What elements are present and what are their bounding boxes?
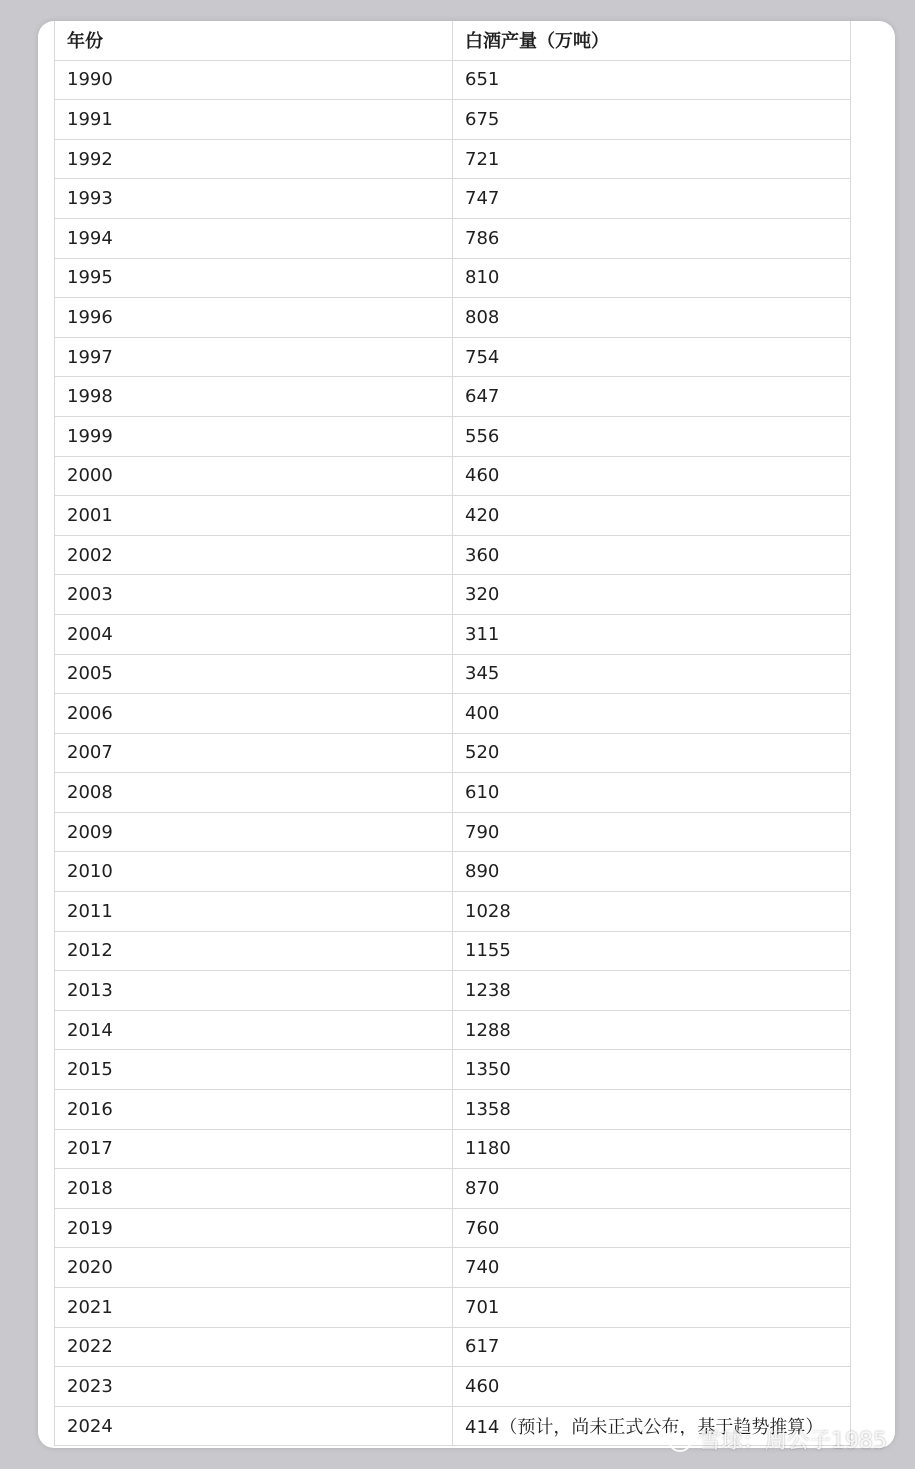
cell-production: 1350 <box>453 1050 851 1090</box>
cell-production: 460 <box>453 456 851 496</box>
cell-production: 675 <box>453 100 851 140</box>
cell-year: 2009 <box>55 812 453 852</box>
cell-year: 2022 <box>55 1327 453 1367</box>
table-row <box>55 258 851 298</box>
cell-year: 2013 <box>55 971 453 1011</box>
cell-year: 2011 <box>55 892 453 932</box>
cell-production: 721 <box>453 139 851 179</box>
cell-year: 2017 <box>55 1129 453 1169</box>
cell-year: 2007 <box>55 733 453 773</box>
cell-production: 610 <box>453 773 851 813</box>
table-row <box>55 1050 851 1090</box>
table-row <box>55 416 851 456</box>
cell-year: 1994 <box>55 218 453 258</box>
cell-year: 1999 <box>55 416 453 456</box>
cell-production: 754 <box>453 337 851 377</box>
cell-year: 1990 <box>55 60 453 100</box>
cell-production: 617 <box>453 1327 851 1367</box>
cell-production: 1288 <box>453 1010 851 1050</box>
table-row <box>55 218 851 258</box>
table-row <box>55 1090 851 1130</box>
table-header-row <box>55 21 851 60</box>
table-row <box>55 496 851 536</box>
cell-year: 2021 <box>55 1288 453 1328</box>
table-row <box>55 456 851 496</box>
table-row <box>55 1208 851 1248</box>
cell-year: 1997 <box>55 337 453 377</box>
table-row <box>55 812 851 852</box>
table-row <box>55 694 851 734</box>
cell-production: 790 <box>453 812 851 852</box>
table-row <box>55 1169 851 1209</box>
table-row <box>55 1288 851 1328</box>
cell-production: 414（预计，尚未正式公布，基于趋势推算） <box>453 1406 851 1446</box>
cell-production: 808 <box>453 298 851 338</box>
cell-year: 2001 <box>55 496 453 536</box>
cell-production: 870 <box>453 1169 851 1209</box>
cell-production: 1358 <box>453 1090 851 1130</box>
table-row <box>55 575 851 615</box>
table-row <box>55 971 851 1011</box>
cell-production: 760 <box>453 1208 851 1248</box>
table-body <box>55 60 851 1446</box>
table-row <box>55 139 851 179</box>
table-row <box>55 1367 851 1407</box>
table-row <box>55 1129 851 1169</box>
cell-year: 2012 <box>55 931 453 971</box>
cell-production: 311 <box>453 614 851 654</box>
watermark-text: 雪球：周公子1985 <box>699 1429 887 1454</box>
cell-production: 1155 <box>453 931 851 971</box>
cell-year: 2018 <box>55 1169 453 1209</box>
table-row <box>55 337 851 377</box>
cell-year: 2014 <box>55 1010 453 1050</box>
cell-production: 786 <box>453 218 851 258</box>
table-row <box>55 614 851 654</box>
table-row <box>55 1406 851 1446</box>
table-row <box>55 733 851 773</box>
table-row <box>55 654 851 694</box>
cell-year: 1995 <box>55 258 453 298</box>
cell-year: 2006 <box>55 694 453 734</box>
table-row <box>55 892 851 932</box>
table-row <box>55 1010 851 1050</box>
cell-year: 2002 <box>55 535 453 575</box>
cell-production: 1180 <box>453 1129 851 1169</box>
cell-year: 2005 <box>55 654 453 694</box>
cell-year: 1996 <box>55 298 453 338</box>
cell-production: 647 <box>453 377 851 417</box>
table-row <box>55 1248 851 1288</box>
cell-production: 890 <box>453 852 851 892</box>
table-row <box>55 377 851 417</box>
table-card <box>38 21 895 1448</box>
cell-production: 400 <box>453 694 851 734</box>
cell-production: 740 <box>453 1248 851 1288</box>
cell-year: 2023 <box>55 1367 453 1407</box>
cell-production: 360 <box>453 535 851 575</box>
table-row <box>55 852 851 892</box>
cell-production: 420 <box>453 496 851 536</box>
cell-production: 320 <box>453 575 851 615</box>
cell-year: 2010 <box>55 852 453 892</box>
cell-year: 2020 <box>55 1248 453 1288</box>
cell-production: 1238 <box>453 971 851 1011</box>
cell-year: 1993 <box>55 179 453 219</box>
cell-year: 2019 <box>55 1208 453 1248</box>
cell-production: 460 <box>453 1367 851 1407</box>
cell-year: 2000 <box>55 456 453 496</box>
table-row <box>55 931 851 971</box>
cell-production: 520 <box>453 733 851 773</box>
table-row <box>55 298 851 338</box>
column-header-production: 白酒产量（万吨） <box>453 21 851 60</box>
table-row <box>55 100 851 140</box>
cell-production: 701 <box>453 1288 851 1328</box>
table-row <box>55 60 851 100</box>
table-row <box>55 535 851 575</box>
data-table <box>54 21 851 1446</box>
cell-year: 1998 <box>55 377 453 417</box>
cell-production: 651 <box>453 60 851 100</box>
cell-year: 1992 <box>55 139 453 179</box>
cell-production: 1028 <box>453 892 851 932</box>
cell-year: 2024 <box>55 1406 453 1446</box>
table-row <box>55 773 851 813</box>
cell-production: 345 <box>453 654 851 694</box>
cell-year: 2004 <box>55 614 453 654</box>
column-header-year: 年份 <box>55 21 453 60</box>
cell-production: 556 <box>453 416 851 456</box>
cell-production: 747 <box>453 179 851 219</box>
cell-year: 2003 <box>55 575 453 615</box>
cell-production: 810 <box>453 258 851 298</box>
cell-year: 2008 <box>55 773 453 813</box>
cell-year: 2015 <box>55 1050 453 1090</box>
table-row <box>55 179 851 219</box>
cell-year: 1991 <box>55 100 453 140</box>
table-row <box>55 1327 851 1367</box>
cell-year: 2016 <box>55 1090 453 1130</box>
